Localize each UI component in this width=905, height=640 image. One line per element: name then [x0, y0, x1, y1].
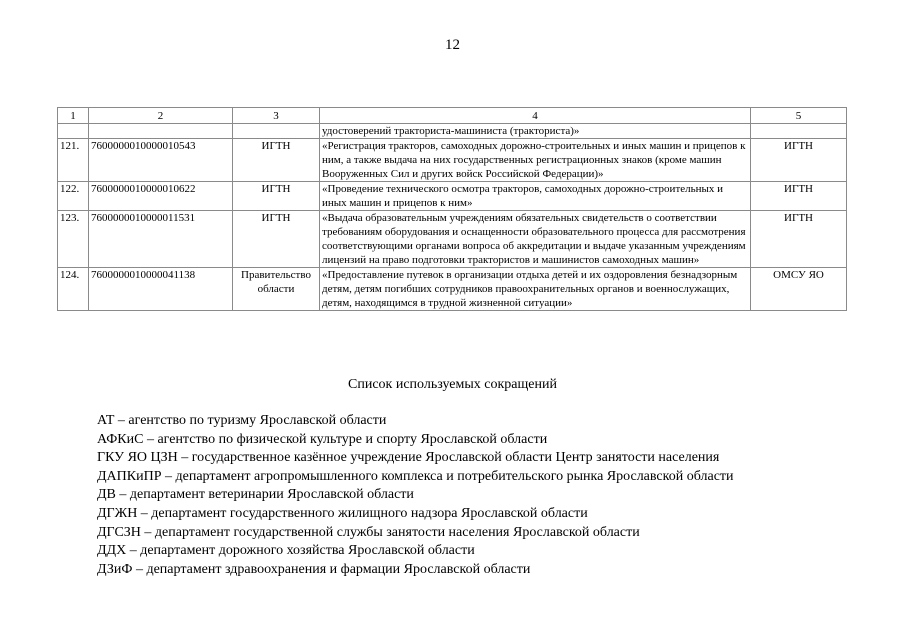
abbreviations-list: [97, 412, 734, 579]
abbreviation-item: АТ – агентство по туризму Ярославской области: [97, 413, 387, 428]
abbreviation-item: ДГЖН – департамент государственного жилищного надзора Ярославской области: [97, 505, 588, 521]
service-name: «Проведение технического осмотра тракторов, самоходных дорожно-строительных и иных машин и прицепов к ним»: [320, 182, 751, 211]
service-code: 7600000010000010622: [89, 182, 233, 211]
page-number: 12: [445, 37, 460, 53]
executor: [751, 124, 847, 139]
table-row: [58, 211, 847, 268]
services-table: [57, 107, 847, 311]
service-code: 7600000010000041138: [89, 268, 233, 311]
responsible-body: [233, 124, 320, 139]
executor: ИГТН: [751, 139, 847, 182]
row-number: 123.: [58, 211, 89, 268]
abbreviation-item: ДДХ – департамент дорожного хозяйства Ярославской области: [97, 543, 475, 559]
service-name: «Предоставление путевок в организации отдыха детей и их оздоровления безнадзорным детям, детям погибших сотрудников правоохранительных органов и военнослужащих, детям, находящимся в трудной жизненной ситуации»: [320, 268, 751, 311]
responsible-body: ИГТН: [233, 139, 320, 182]
column-header-4: 4: [320, 108, 751, 124]
service-name: «Выдача образовательным учреждениям обязательных свидетельств о соответствии требованиям оборудования и оснащенности образовательного процесса для рассмотрения соответствующими органами вопроса об аккредитации и выдаче указанным учреждениям лицензий на право подготовки трактористов и машинистов самоходных машин»: [320, 211, 751, 268]
abbreviation-item: ГКУ ЯО ЦЗН – государственное казённое учреждение Ярославской области Центр занятости населения: [97, 450, 720, 466]
service-name: удостоверений тракториста-машиниста (тракториста)»: [320, 124, 751, 139]
responsible-body: ИГТН: [233, 182, 320, 211]
table-header: [58, 108, 847, 124]
table-row: [58, 268, 847, 311]
table-row: [58, 139, 847, 182]
column-header-2: 2: [89, 108, 233, 124]
executor: ИГТН: [751, 211, 847, 268]
row-number: 121.: [58, 139, 89, 182]
executor: ИГТН: [751, 182, 847, 211]
responsible-body: Правительство области: [233, 268, 320, 311]
service-code: 7600000010000010543: [89, 139, 233, 182]
service-name: «Регистрация тракторов, самоходных дорожно-строительных и иных машин и прицепов к ним, а также выдача на них государственных регистрационных знаков (кроме машин Вооруженных Сил и других войск Российской Федерации)»: [320, 139, 751, 182]
abbreviation-item: ДГСЗН – департамент государственной службы занятости населения Ярославской области: [97, 524, 640, 540]
table-row: [58, 182, 847, 211]
abbreviation-item: ДЗиФ – департамент здравоохранения и фармации Ярославской области: [97, 561, 531, 577]
responsible-body: ИГТН: [233, 211, 320, 268]
table-body: [58, 124, 847, 311]
abbreviation-item: ДВ – департамент ветеринарии Ярославской области: [97, 487, 414, 503]
row-number: 122.: [58, 182, 89, 211]
service-code: [89, 124, 233, 139]
row-number: [58, 124, 89, 139]
table-row: [58, 124, 847, 139]
service-code: 7600000010000011531: [89, 211, 233, 268]
column-header-3: 3: [233, 108, 320, 124]
executor: ОМСУ ЯО: [751, 268, 847, 311]
column-header-1: 1: [58, 108, 89, 124]
table-header-row: [58, 108, 847, 124]
row-number: 124.: [58, 268, 89, 311]
column-header-5: 5: [751, 108, 847, 124]
abbreviation-item: ДАПКиПР – департамент агропромышленного комплекса и потребительского рынка Ярославской области: [97, 468, 734, 484]
abbreviation-item: АФКиС – агентство по физической культуре и спорту Ярославской области: [97, 431, 548, 447]
abbreviations-title: Список используемых сокращений: [348, 377, 557, 392]
